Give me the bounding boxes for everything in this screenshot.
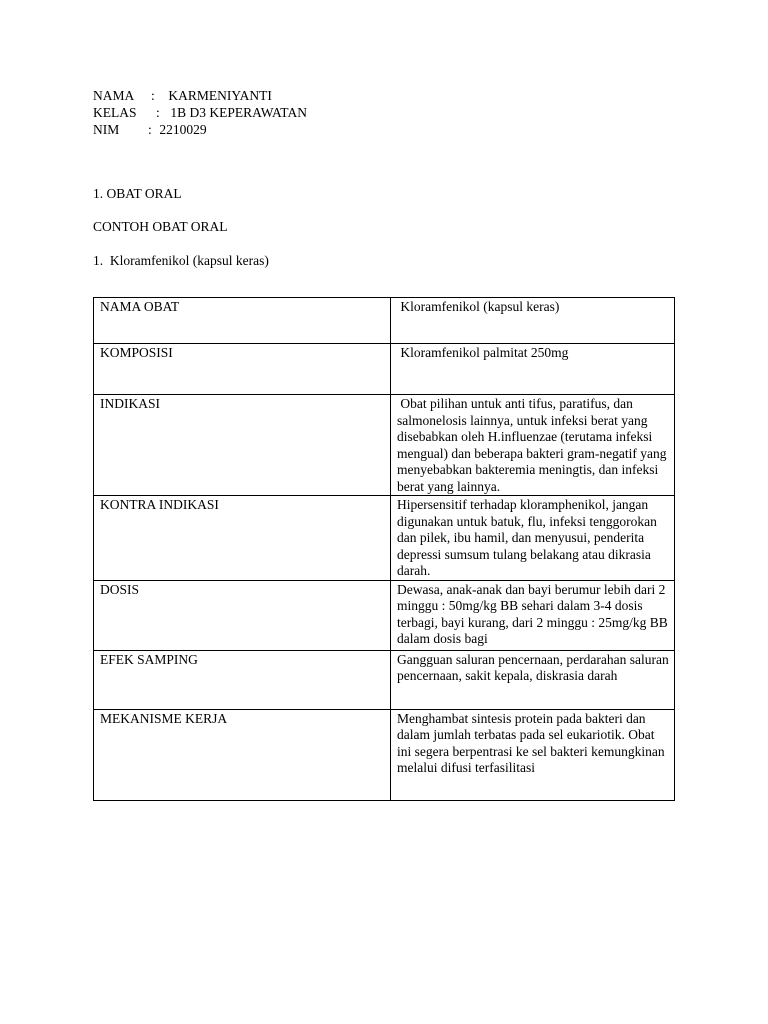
drug-item-heading: 1. Kloramfenikol (kapsul keras)	[93, 253, 269, 268]
table-row	[94, 298, 675, 344]
class-line	[93, 104, 307, 121]
class-label: KELAS	[93, 105, 137, 120]
student-id-label: NIM	[93, 122, 120, 137]
student-id-colon: :	[148, 122, 152, 137]
drug-info-table	[93, 297, 675, 801]
row-label-mechanism: MEKANISME KERJA	[94, 709, 391, 800]
table-row	[94, 496, 675, 581]
student-id-line	[93, 121, 307, 138]
class-colon: :	[156, 105, 160, 120]
name-label: NAMA	[93, 88, 135, 103]
row-label-drug-name: NAMA OBAT	[94, 298, 391, 344]
row-label-dosage: DOSIS	[94, 580, 391, 650]
student-identity-block	[93, 87, 307, 138]
example-heading: CONTOH OBAT ORAL	[93, 219, 228, 234]
student-id-value: 2210029	[159, 122, 207, 137]
row-label-contraindication: KONTRA INDIKASI	[94, 496, 391, 581]
class-value: 1B D3 KEPERAWATAN	[170, 105, 307, 120]
row-value-drug-name: Kloramfenikol (kapsul keras)	[391, 298, 675, 344]
row-value-side-effects: Gangguan saluran pencernaan, perdarahan saluran pencernaan, sakit kepala, diskrasia darah	[391, 650, 675, 709]
row-value-indication: Obat pilihan untuk anti tifus, paratifus, dan salmonelosis lainnya, untuk infeksi berat yang disebabkan oleh H.influenzae (terutama infeksi mengual) dan beberapa bakteri gram-negatif yang menyebabkan bakteremia meningtis, dan infeksi berat yang lainnya.	[391, 395, 675, 496]
table-row	[94, 580, 675, 650]
name-value: KARMENIYANTI	[168, 88, 272, 103]
name-line	[93, 87, 307, 104]
row-value-composition: Kloramfenikol palmitat 250mg	[391, 344, 675, 395]
section-heading: 1. OBAT ORAL	[93, 186, 182, 201]
row-label-side-effects: EFEK SAMPING	[94, 650, 391, 709]
table-row	[94, 650, 675, 709]
table-row	[94, 344, 675, 395]
row-value-dosage: Dewasa, anak-anak dan bayi berumur lebih dari 2 minggu : 50mg/kg BB sehari dalam 3-4 dosis terbagi, bayi kurang, dari 2 minggu : 25mg/kg BB dalam dosis bagi	[391, 580, 675, 650]
table-row	[94, 709, 675, 800]
row-value-mechanism: Menghambat sintesis protein pada bakteri dan dalam jumlah terbatas pada sel eukariotik. Obat ini segera berpentrasi ke sel bakteri kemungkinan melalui difusi terfasilitasi	[391, 709, 675, 800]
row-value-contraindication: Hipersensitif terhadap kloramphenikol, jangan digunakan untuk batuk, flu, infeksi tenggorokan dan pilek, ibu hamil, dan menyusui, penderita depressi sumsum tulang belakang atau dikrasia darah.	[391, 496, 675, 581]
table-row	[94, 395, 675, 496]
name-colon: :	[151, 88, 155, 103]
row-label-indication: INDIKASI	[94, 395, 391, 496]
row-label-composition: KOMPOSISI	[94, 344, 391, 395]
